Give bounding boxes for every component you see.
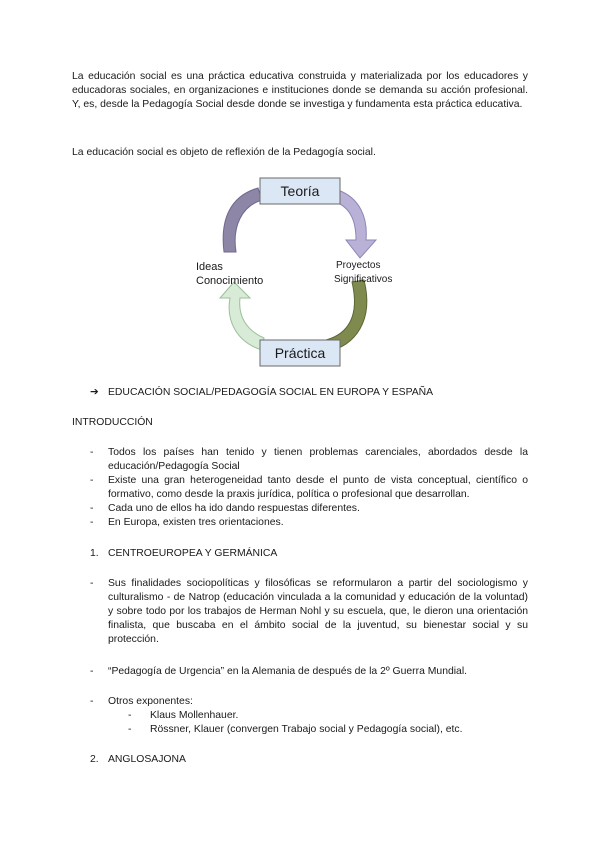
practica-label: Práctica: [274, 345, 326, 361]
teoria-label: Teoría: [280, 183, 320, 199]
section2-title: ANGLOSAJONA: [108, 754, 186, 765]
statement-text: La educación social es objeto de reflexión de la Pedagogía social.: [72, 147, 376, 158]
arrow-teoria-to-proyectos: [336, 190, 376, 258]
arrow-heading: [90, 386, 433, 400]
introduccion-heading: INTRODUCCIÓN: [72, 417, 153, 428]
section1-bullet-list-c: [90, 695, 528, 737]
list-item: - Existe una gran heterogeneidad tanto desde el punto de vista conceptual, científico o formativo, como desde la praxis jurídica, política o profesional que desarrollan.: [90, 474, 528, 502]
otros-exponentes-label: Otros exponentes:: [108, 696, 193, 707]
significativos-label: Significativos: [334, 274, 393, 285]
arrow-heading-text: EDUCACIÓN SOCIAL/PEDAGOGÍA SOCIAL EN EUROPA Y ESPAÑA: [108, 387, 434, 398]
section1-title: CENTROEUROPEA Y GERMÁNICA: [108, 548, 278, 559]
exponentes-sub-list: [108, 709, 528, 737]
conocimiento-label: Conocimiento: [196, 275, 264, 287]
intro-bullet-list: [90, 446, 528, 530]
section2-heading: [90, 753, 186, 767]
arrow-practica-to-ideas: [220, 282, 264, 350]
sub-list-item: - Klaus Mollenhauer.: [128, 709, 528, 723]
arrow-teoria-to-ideas: [223, 188, 262, 252]
section1-bullet-list-a: [90, 577, 528, 647]
list-item: - “Pedagogía de Urgencia” en la Alemania de después de la 2º Guerra Mundial.: [90, 665, 528, 679]
list-item: - En Europa, existen tres orientaciones.: [90, 516, 528, 530]
right-arrow-icon: ➔: [90, 387, 99, 398]
cycle-diagram: [180, 170, 420, 370]
section1-heading: [90, 547, 277, 561]
list-item: - Sus finalidades sociopolíticas y filosóficas se reformularon a partir del sociologismo y culturalismo - de Natrop (educación vinculada a la comunidad y educación de la voluntad) y sobre todo por los trabajos de Herman Nohl y su escuela, que, le dieron una orientación finalista, que buscaba en el ámbito social de la juventud, su bienestar social y su protección.: [90, 577, 528, 647]
section1-bullet-list-b: [90, 665, 528, 679]
list-item: [90, 695, 528, 737]
section1-number: 1.: [90, 548, 99, 559]
list-item: - Cada uno de ellos ha ido dando respuestas diferentes.: [90, 502, 528, 516]
proyectos-label: Proyectos: [336, 260, 381, 271]
list-item: - Todos los países han tenido y tienen problemas carenciales, abordados desde la educación/Pedagogía Social: [90, 446, 528, 474]
ideas-label: Ideas: [196, 261, 223, 273]
sub-list-item: - Rössner, Klauer (convergen Trabajo social y Pedagogía social), etc.: [128, 723, 528, 737]
section2-number: 2.: [90, 754, 99, 765]
intro-paragraph: La educación social es una práctica educativa construida y materializada por los educadores y educadoras sociales, en organizaciones e instituciones donde se demanda su acción profesional. Y, es, desde la Pedagogía Social desde donde se investiga y fundamenta esta práctica educativa.: [72, 71, 528, 110]
